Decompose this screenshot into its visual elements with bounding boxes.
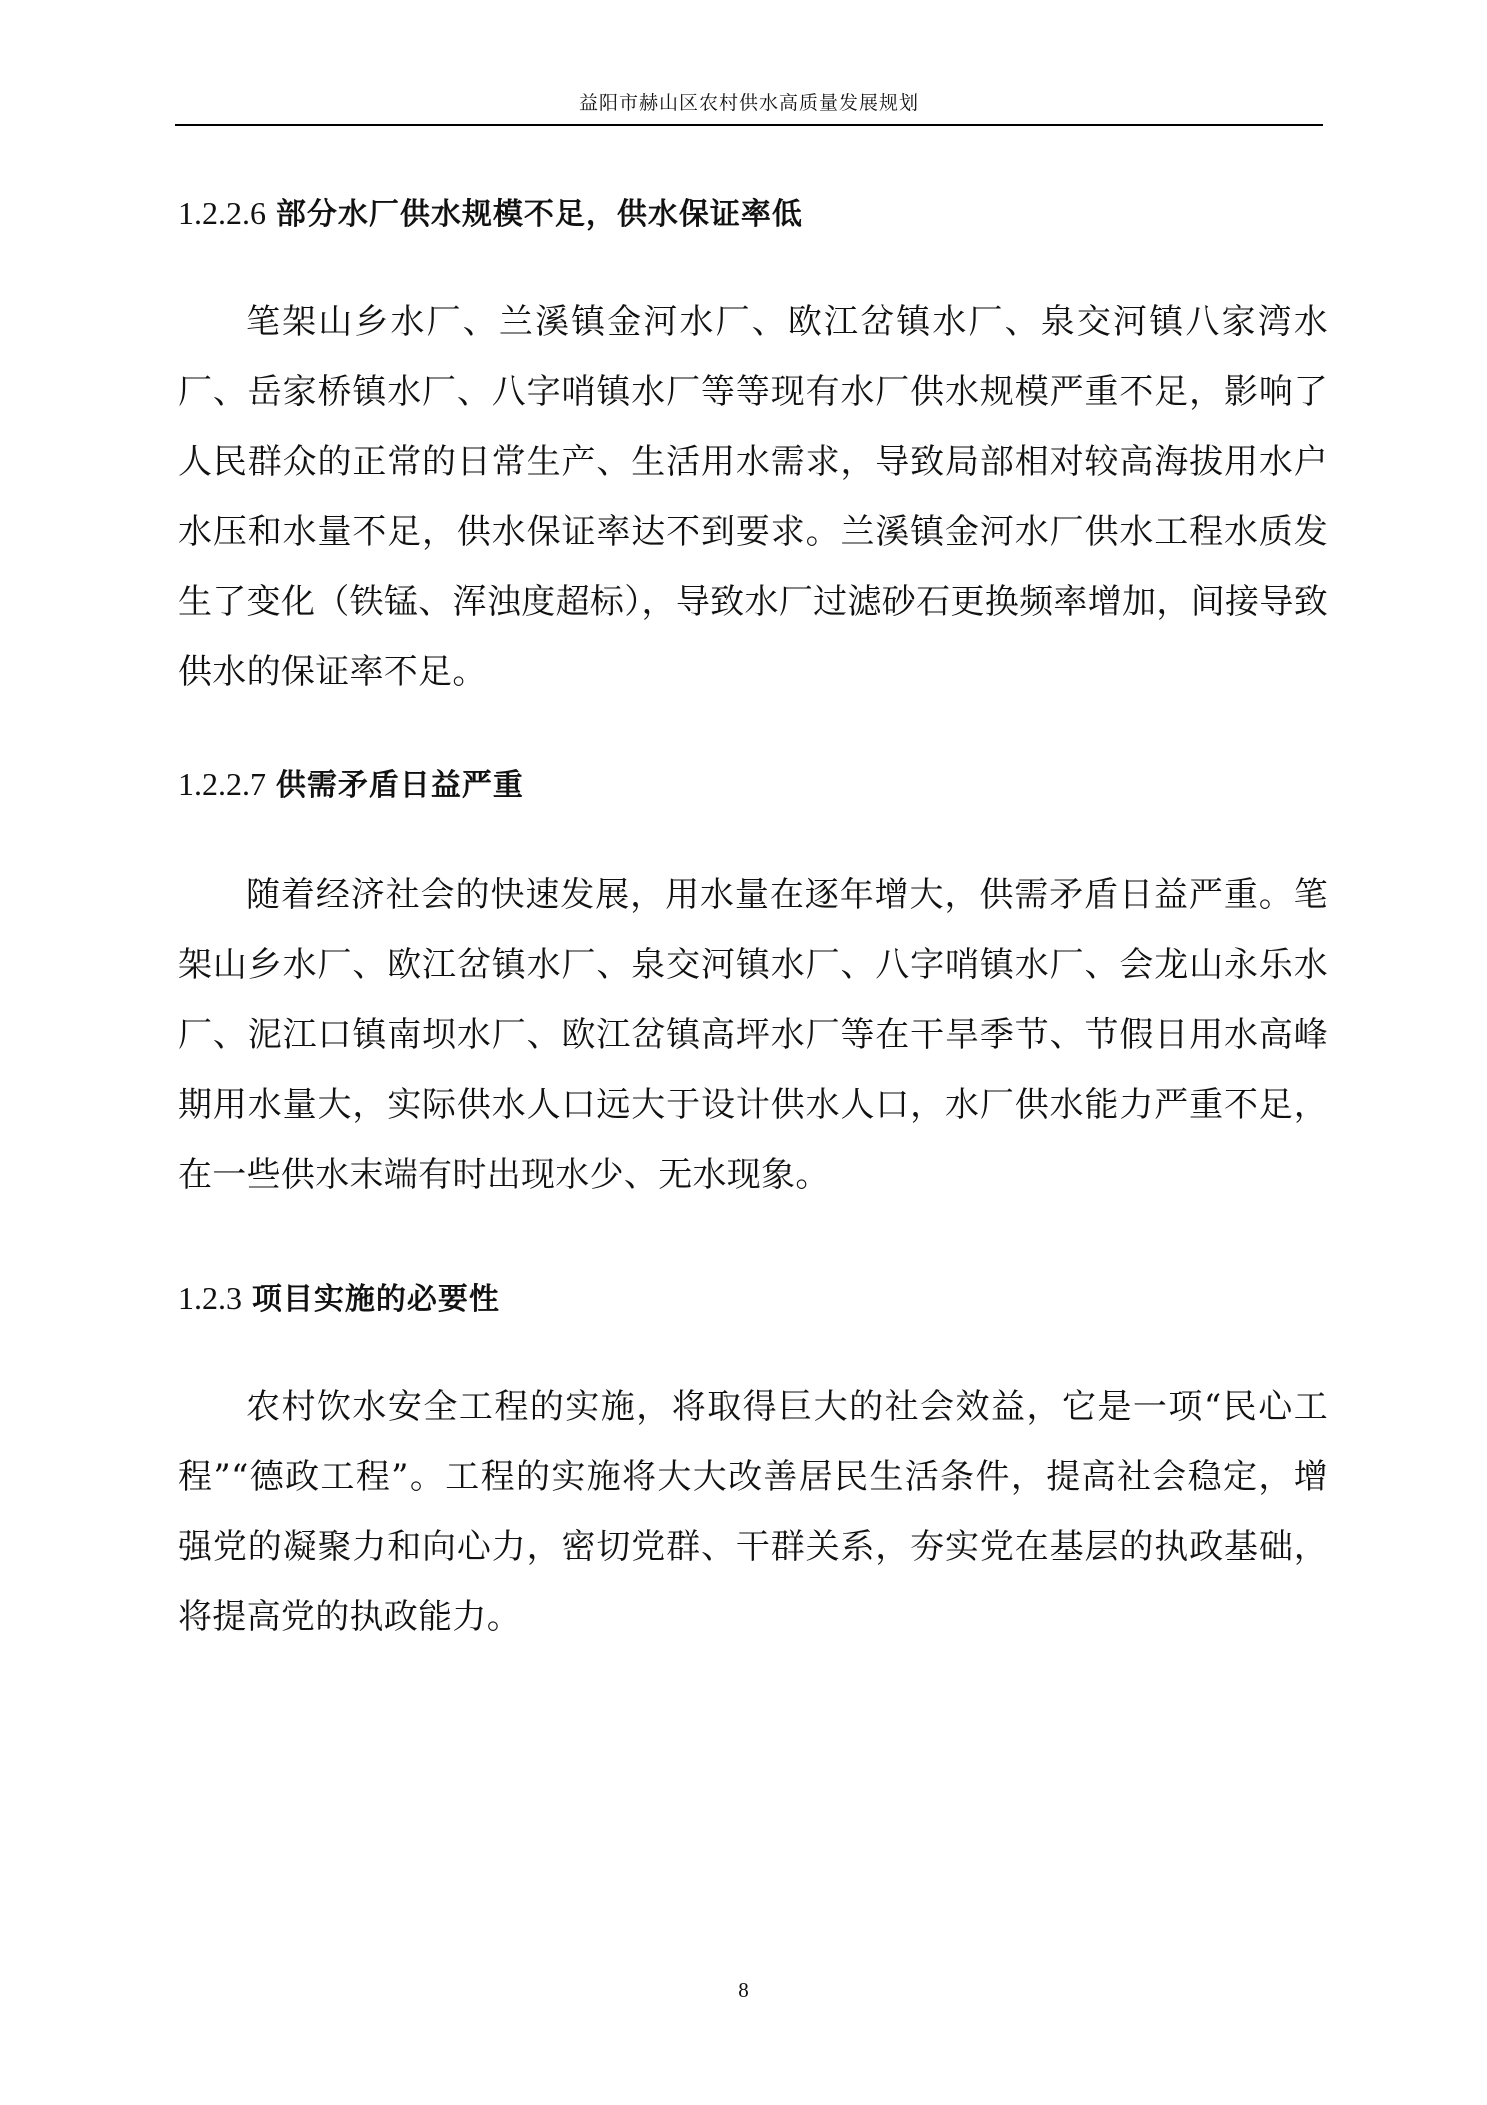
body-paragraph-1-2-2-7: 随着经济社会的快速发展，用水量在逐年增大，供需矛盾日益严重。笔架山乡水厂、欧江岔镇水厂、泉交河镇水厂、八字哨镇水厂、会龙山永乐水厂、泥江口镇南坝水厂、欧江岔镇高坪水厂等在干旱季节、节假日用水高峰期用水量大，实际供水人口远大于设计供水人口，水厂供水能力严重不足，在一些供水末端有时出现水少、无水现象。 (178, 875, 1328, 1195)
section-number: 1.2.2.7 (178, 766, 266, 802)
section-heading-1-2-3 (178, 1277, 500, 1321)
section-heading-1-2-2-7 (178, 763, 524, 807)
section-heading-1-2-2-6 (178, 192, 803, 236)
section-title: 供需矛盾日益严重 (275, 768, 524, 803)
section-title: 部分水厂供水规模不足，供水保证率低 (275, 197, 803, 232)
page-number: 8 (738, 1978, 749, 2002)
page-header-title: 益阳市赫山区农村供水高质量发展规划 (578, 92, 919, 114)
header-divider (175, 124, 1323, 126)
section-title: 项目实施的必要性 (251, 1282, 500, 1317)
section-number: 1.2.2.6 (178, 195, 266, 231)
section-number: 1.2.3 (178, 1280, 242, 1316)
body-paragraph-1-2-2-6: 笔架山乡水厂、兰溪镇金河水厂、欧江岔镇水厂、泉交河镇八家湾水厂、岳家桥镇水厂、八字哨镇水厂等等现有水厂供水规模严重不足，影响了人民群众的正常的日常生产、生活用水需求，导致局部相对较高海拔用水户水压和水量不足，供水保证率达不到要求。兰溪镇金河水厂供水工程水质发生了变化（铁锰、浑浊度超标），导致水厂过滤砂石更换频率增加，间接导致供水的保证率不足。 (178, 302, 1328, 692)
body-paragraph-1-2-3: 农村饮水安全工程的实施，将取得巨大的社会效益，它是一项“民心工程”“德政工程”。工程的实施将大大改善居民生活条件，提高社会稳定，增强党的凝聚力和向心力，密切党群、干群关系，夯实党在基层的执政基础，将提高党的执政能力。 (178, 1387, 1328, 1637)
